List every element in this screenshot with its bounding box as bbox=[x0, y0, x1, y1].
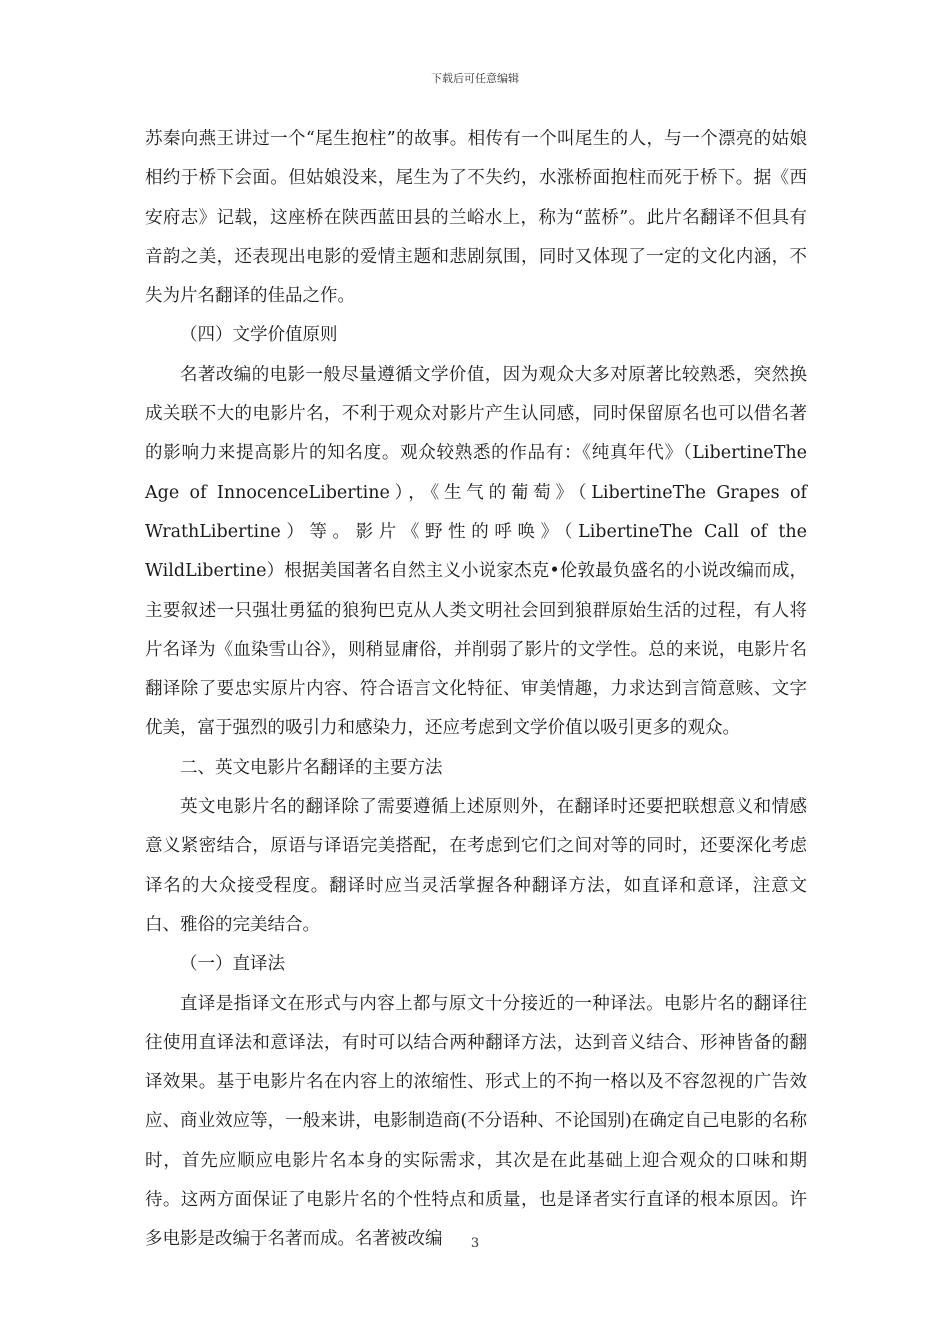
page-number: 3 bbox=[470, 1236, 480, 1251]
paragraph-literary-value: 名著改编的电影一般尽量遵循文学价值，因为观众大多对原著比较熟悉，突然换成关联不大的电影片名，不利于观众对影片产生认同感，同时保留原名也可以借名著的影响力来提高影片的知名度。观众较熟悉的作品有：《纯真年代》（LibertineThe Age of InnocenceLibertine），《生气的葡萄》（LibertineThe Grapes of WrathLibertine）等。影片《野性的呼唤》（LibertineThe Call of the WildLibertine）根据美国著名自然主义小说家杰克•伦敦最负盛名的小说改编而成，主要叙述一只强壮勇猛的狼狗巴克从人类文明社会回到狼群原始生活的过程，有人将片名译为《血染雪山谷》，则稍显庸俗，并削弱了影片的文学性。总的来说，电影片名翻译除了要忠实原片内容、符合语言文化特征、审美情趣，力求达到言简意赅、文字优美，富于强烈的吸引力和感染力，还应考虑到文学价值以吸引更多的观众。 bbox=[145, 364, 807, 739]
document-body bbox=[145, 120, 807, 1260]
section-heading-literal-translation: （一）直译法 bbox=[180, 954, 285, 975]
section-heading-literary-value: （四）文学价值原则 bbox=[180, 325, 338, 346]
paragraph-continued: 苏秦向燕王讲过一个“尾生抱柱”的故事。相传有一个叫尾生的人，与一个漂亮的姑娘相约于桥下会面。但姑娘没来，尾生为了不失约，水涨桥面抱柱而死于桥下。据《西安府志》记载，这座桥在陕西蓝田县的兰峪水上，称为“蓝桥”。此片名翻译不但具有音韵之美，还表现出电影的爱情主题和悲剧氛围，同时又体现了一定的文化内涵，不失为片名翻译的佳品之作。 bbox=[145, 129, 807, 307]
paragraph-methods-intro: 英文电影片名的翻译除了需要遵循上述原则外，在翻译时还要把联想意义和情感意义紧密结合，原语与译语完美搭配，在考虑到它们之间对等的同时，还要深化考虑译名的大众接受程度。翻译时应当灵活掌握各种翻译方法，如直译和意译，注意文白、雅俗的完美结合。 bbox=[145, 797, 807, 935]
section-heading-main-methods: 二、英文电影片名翻译的主要方法 bbox=[180, 757, 443, 778]
page-header: 下载后可任意编辑 bbox=[431, 72, 519, 85]
paragraph-literal-translation: 直译是指译文在形式与内容上都与原文十分接近的一种译法。电影片名的翻译往往使用直译法和意译法，有时可以结合两种翻译方法，达到音义结合、形神皆备的翻译效果。基于电影片名在内容上的浓缩性、形式上的不拘一格以及不容忽视的广告效应、商业效应等，一般来讲，电影制造商(不分语种、不论国别)在确定自己电影的名称时，首先应顺应电影片名本身的实际需求，其次是在此基础上迎合观众的口味和期待。这两方面保证了电影片名的个性特点和质量，也是译者实行直译的根本原因。许多电影是改编于名著而成。名著被改编 bbox=[145, 993, 807, 1250]
